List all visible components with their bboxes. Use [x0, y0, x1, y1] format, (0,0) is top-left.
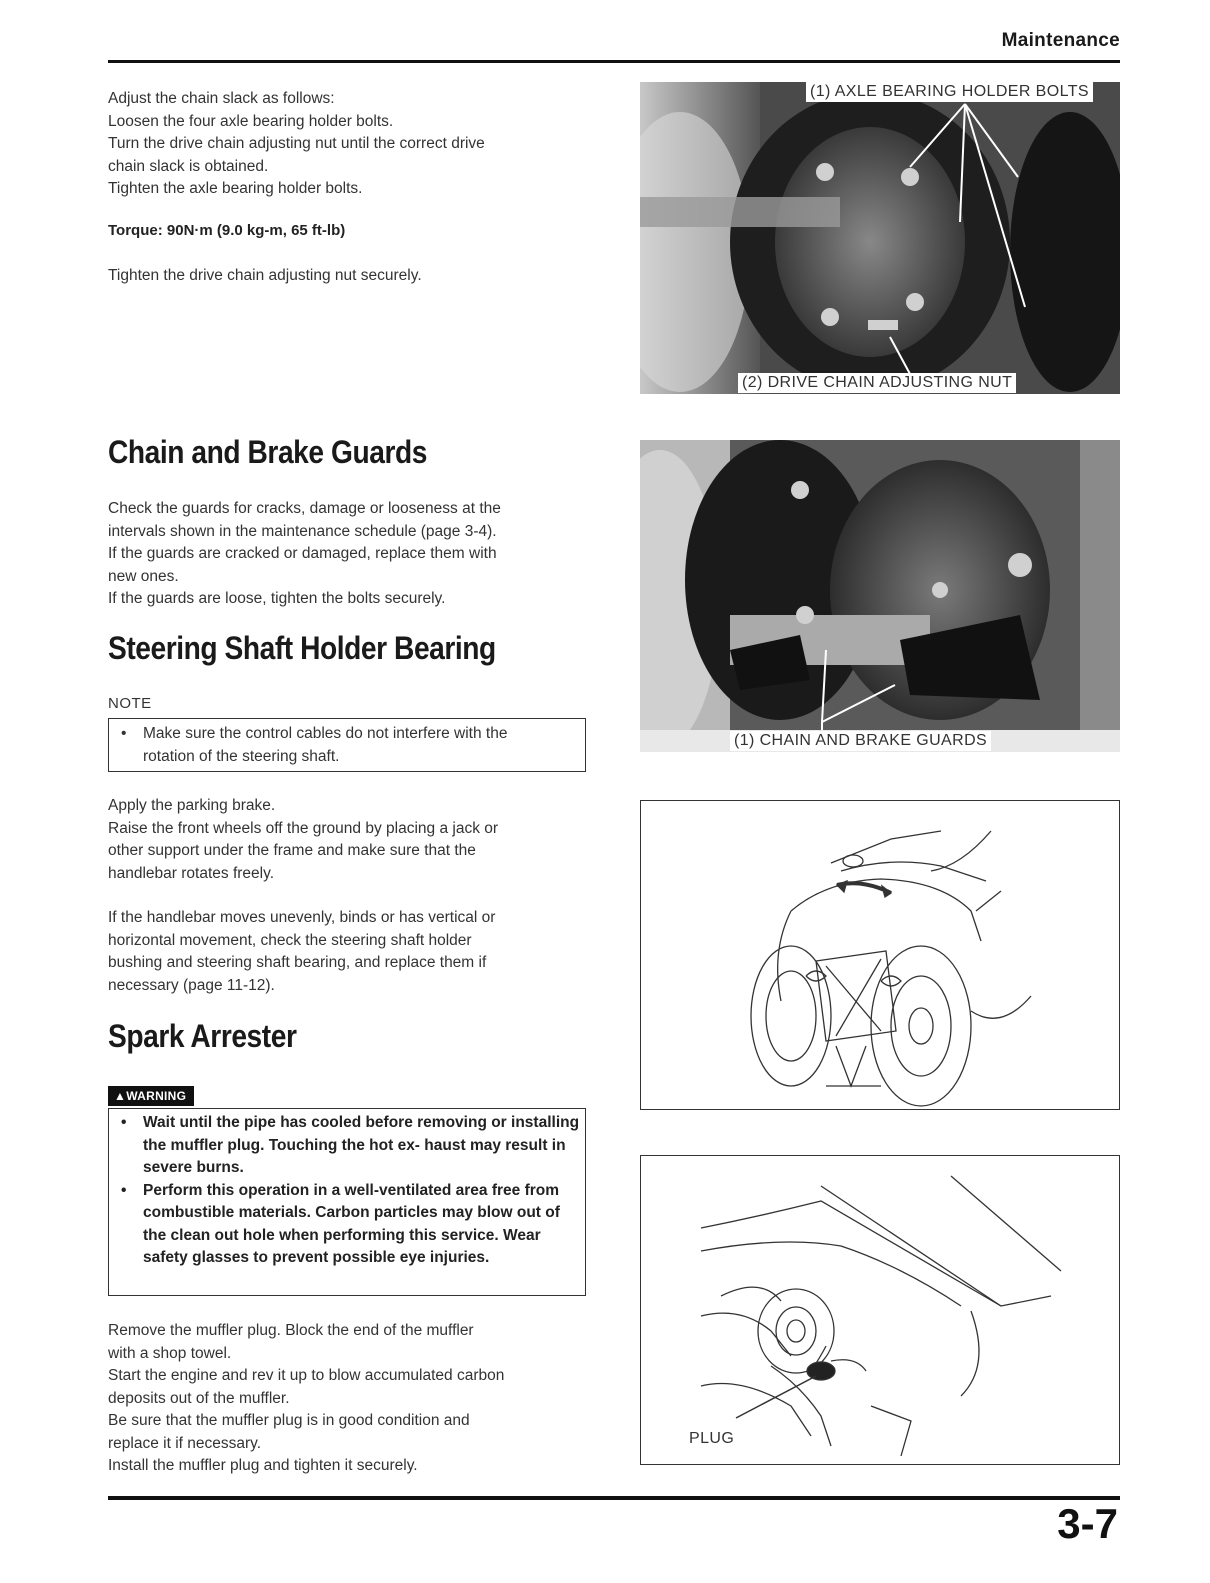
text-line: new ones.	[108, 567, 179, 585]
text-line: Adjust the chain slack as follows:	[108, 90, 335, 107]
text-line: horizontal movement, check the steering shaft holder	[108, 931, 472, 949]
spark-text	[108, 1320, 586, 1478]
text-line: If the guards are cracked or damaged, replace them with	[108, 545, 497, 562]
chain-slack-text	[108, 88, 586, 201]
warning-line: Wait until the pipe has cooled before removing or	[143, 1114, 507, 1131]
note-line: • Make sure the control cables do not interfere with the	[143, 725, 508, 742]
text-line: Be sure that the muffler plug is in good condition and	[108, 1412, 470, 1429]
warning-label: WARNING	[126, 1089, 187, 1103]
steering-drawing	[640, 800, 1120, 1110]
text-line: If the guards are loose, tighten the bolts securely.	[108, 590, 446, 607]
text-line: Install the muffler plug and tighten it securely.	[108, 1457, 418, 1474]
chain-guards-photo	[640, 440, 1120, 752]
text-line: Apply the parking brake.	[108, 797, 276, 814]
note-label: NOTE	[108, 695, 152, 712]
axle-bolts-caption: (1) AXLE BEARING HOLDER BOLTS	[806, 82, 1093, 102]
page-number: 3-7	[1057, 1500, 1118, 1547]
text-line: bushing and steering shaft bearing, and replace them if	[108, 954, 487, 971]
spark-title: Spark Arrester	[108, 1018, 297, 1054]
plug-label: PLUG	[689, 1430, 735, 1447]
text-line: replace it if necessary.	[108, 1434, 262, 1452]
text-line: Check the guards for cracks, damage or looseness at the	[108, 500, 501, 517]
steering-para2	[108, 907, 586, 997]
text-line: other support under the frame and make sure that the	[108, 842, 476, 859]
torque-spec: Torque: 90N·m (9.0 kg-m, 65 ft-lb)	[108, 222, 346, 239]
footer-rule	[108, 1496, 1120, 1500]
text-line: Remove the muffler plug. Block the end of the muffler	[108, 1322, 474, 1339]
warning-icon: ▲	[114, 1089, 127, 1103]
warning-line: hole when performing this service. Wear safety	[143, 1226, 541, 1266]
text-line: with a shop towel.	[108, 1344, 232, 1362]
warning-line: glasses to prevent possible eye injuries.	[192, 1249, 490, 1266]
guards-caption: (1) CHAIN AND BRAKE GUARDS	[730, 731, 991, 751]
text-line: Tighten the axle bearing holder bolts.	[108, 180, 363, 197]
text-line: Loosen the four axle bearing holder bolts.	[108, 112, 394, 130]
section-header: Maintenance	[1001, 30, 1120, 51]
steering-para1	[108, 795, 586, 885]
text-line: necessary (page 11-12).	[108, 976, 275, 994]
text-line: deposits out of the muffler.	[108, 1389, 290, 1407]
warning-line: haust may result in severe burns.	[143, 1136, 566, 1176]
text-line: Raise the front wheels off the ground by placing a jack or	[108, 819, 499, 837]
chain-guards-text	[108, 498, 586, 611]
warning-line: Perform this operation in a well-ventilated area	[143, 1181, 488, 1199]
note-line: rotation of the steering shaft.	[143, 747, 340, 765]
warning-line: Carbon particles may blow out of the clean out	[143, 1204, 560, 1244]
warning-line: installing the muffler plug. Touching the hot ex-	[143, 1114, 580, 1154]
warning-line: free from combustible materials.	[143, 1181, 560, 1221]
chain-guards-title: Chain and Brake Guards	[108, 434, 427, 470]
text-line: If the handlebar moves unevenly, binds or has vertical or	[108, 909, 496, 926]
adjusting-nut-caption: (2) DRIVE CHAIN ADJUSTING NUT	[738, 373, 1016, 393]
text-line: intervals shown in the maintenance schedule (page 3-4).	[108, 522, 497, 540]
note-box	[108, 718, 586, 772]
text-line: chain slack is obtained.	[108, 157, 269, 175]
text-line: handlebar rotates freely.	[108, 864, 275, 882]
text-line: Start the engine and rev it up to blow accumulated carbon	[108, 1367, 505, 1384]
chain-slack-final: Tighten the drive chain adjusting nut securely.	[108, 267, 422, 284]
text-line: Turn the drive chain adjusting nut until the correct drive	[108, 135, 485, 152]
axle-bearing-photo	[640, 82, 1120, 394]
muffler-plug-drawing	[640, 1155, 1120, 1465]
warning-badge	[108, 1087, 194, 1105]
header-rule	[108, 60, 1120, 63]
steering-title: Steering Shaft Holder Bearing	[108, 630, 496, 666]
warning-box	[108, 1108, 586, 1296]
